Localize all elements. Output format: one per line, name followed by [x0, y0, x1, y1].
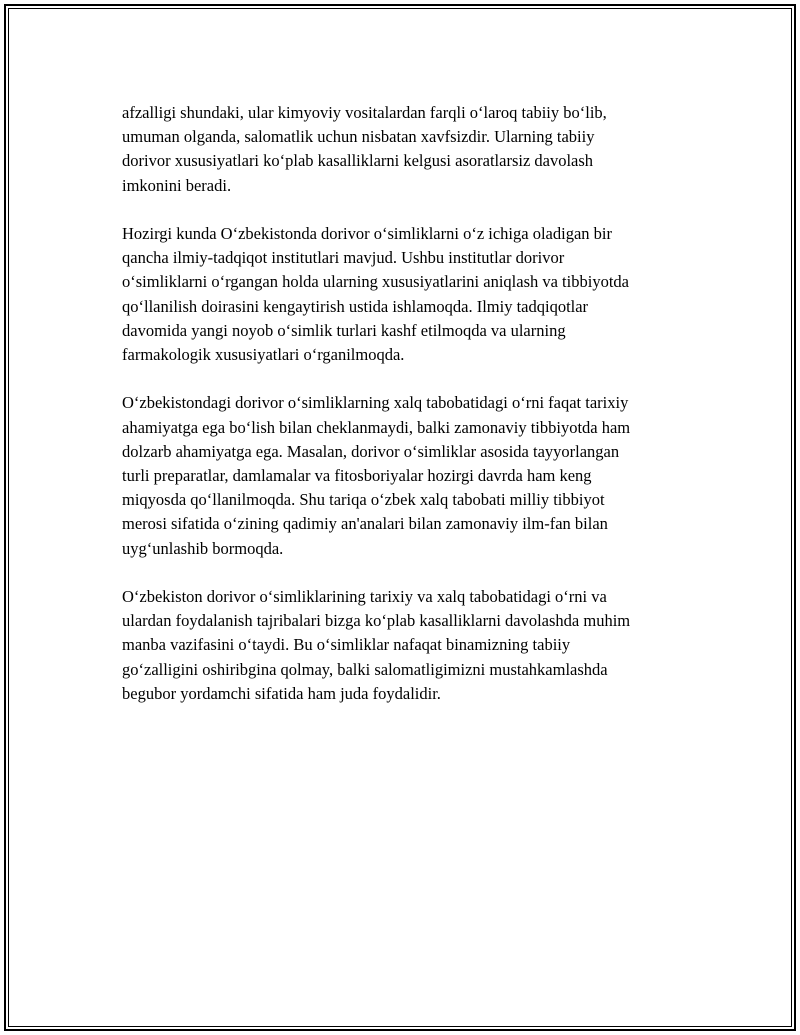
paragraph-4: Oʻzbekiston dorivor oʻsimliklarining tarixiy va xalq tabobatidagi oʻrni va ulardan foydalanish tajribalari bizga koʻplab kasalliklarni davolashda muhim manba vazifasini oʻtaydi. Bu oʻsimliklar nafaqat binamizning tabiiy goʻzalligini oshiribgina qolmay, balki salomatligimizni mustahkamlashda begubor yordamchi sifatida ham juda foydalidir. — [122, 587, 631, 703]
paragraph-2: Hozirgi kunda Oʻzbekistonda dorivor oʻsimliklarni oʻz ichiga oladigan bir qancha ilmiy-tadqiqot institutlari mavjud. Ushbu institutlar dorivor oʻsimliklarni oʻrgangan holda ularning xususiyatlarini aniqlash va tibbiyotda qoʻllanilish doirasini kengaytirish ustida ishlamoqda. Ilmiy tadqiqotlar davomida yangi noyob oʻsimlik turlari kashf etilmoqda va ularning farmakologik xususiyatlari oʻrganilmoqda. — [122, 224, 629, 365]
paragraph-1: afzalligi shundaki, ular kimyoviy vositalardan farqli oʻlaroq tabiiy boʻlib, umuman olganda, salomatlik uchun nisbatan xavfsizdir. Ularning tabiiy dorivor xususiyatlari koʻplab kasalliklarni kelgusi asoratlarsiz davolash imkonini beradi. — [122, 103, 607, 195]
document-body — [122, 101, 712, 730]
page-border — [4, 4, 796, 1031]
paragraph-3: Oʻzbekistondagi dorivor oʻsimliklarning xalq tabobatidagi oʻrni faqat tarixiy ahamiyatga ega boʻlish bilan cheklanmaydi, balki zamonaviy tibbiyotda ham dolzarb ahamiyatga ega. Masalan, dorivor oʻsimliklar asosida tayyorlangan turli preparatlar, damlamalar va fitosboriyalar hozirgi davrda ham keng miqyosda qoʻllanilmoqda. Shu tariqa oʻzbek xalq tabobati milliy tibbiyot merosi sifatida oʻzining qadimiy an'analari bilan zamonaviy ilm-fan bilan uygʻunlashib bormoqda. — [122, 393, 631, 558]
